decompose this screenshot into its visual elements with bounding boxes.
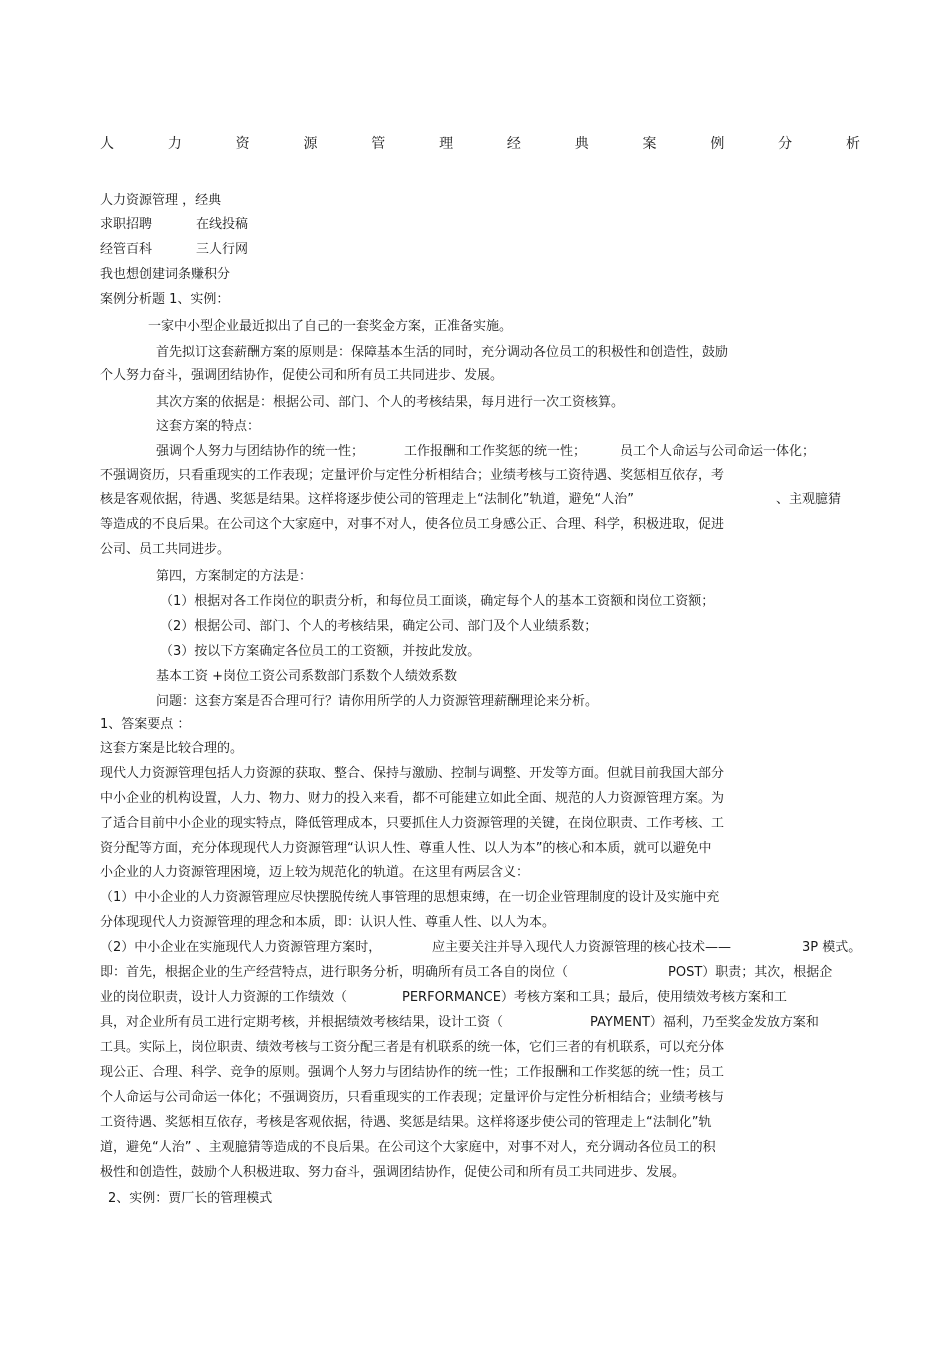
text-line: （2）中小企业在实施现代人力资源管理方案时，	[100, 940, 382, 955]
text-line: 中小企业的机构设置，人力、物力、财力的投入来看，都不可能建立如此全面、规范的人力资源管理方案。为	[100, 791, 725, 806]
text-line: 具，对企业所有员工进行定期考核，并根据绩效考核结果，设计工资（	[100, 1015, 504, 1030]
text-line: 第四，方案制定的方法是：	[156, 569, 313, 584]
title-char: 理	[439, 136, 454, 152]
title-char: 案	[642, 136, 657, 152]
text-line: 不强调资历，只看重现实的工作表现；定量评价与定性分析相结合；业绩考核与工资待遇、奖惩相互依存，考	[100, 468, 725, 483]
title-char: 力	[167, 136, 182, 152]
text-line: 强调个人努力与团结协作的统一性；	[156, 444, 365, 459]
text-line: 即：首先，根据企业的生产经营特点，进行职务分析，明确所有员工各自的岗位（	[100, 965, 569, 980]
text-line: 案例分析题 1、实例：	[100, 292, 230, 307]
title-char: 析	[845, 136, 860, 152]
text-line: 小企业的人力资源管理困境，迈上较为规范化的轨道。在这里有两层含义：	[100, 865, 530, 880]
text-line: （3）按以下方案确定各位员工的工资额，并按此发放。	[160, 644, 481, 659]
text-line: 问题：这套方案是否合理可行？请你用所学的人力资源管理薪酬理论来分析。	[156, 694, 599, 709]
title-char: 典	[574, 136, 589, 152]
text-line: 求职招聘	[100, 217, 153, 232]
text-line: 极性和创造性，鼓励个人积极进取、努力奋斗，强调团结协作，促使公司和所有员工共同进步、发展。	[100, 1165, 686, 1180]
text-line: 现代人力资源管理包括人力资源的获取、整合、保持与激励、控制与调整、开发等方面。但就目前我国大部分	[100, 766, 725, 781]
text-line: 等造成的不良后果。在公司这个大家庭中，对事不对人，使各位员工身感公正、合理、科学，积极进取，促进	[100, 517, 725, 532]
text-line: 首先拟订这套薪酬方案的原则是：保障基本生活的同时，充分调动各位员工的积极性和创造性，鼓励	[156, 345, 729, 360]
document-title	[100, 135, 860, 153]
text-line: 三人行网	[196, 242, 249, 257]
text-line: 、主观臆猜	[776, 492, 842, 507]
title-char: 源	[303, 136, 318, 152]
text-line: 1、答案要点 ：	[100, 717, 191, 732]
text-line: 核是客观依据，待遇、奖惩是结果。这样将逐步使公司的管理走上“法制化”轨道，避免“人治”	[100, 492, 634, 507]
text-line: 个人命运与公司命运一体化；不强调资历，只看重现实的工作表现；定量评价与定性分析相结合；业绩考核与	[100, 1090, 725, 1105]
text-line: 工资待遇、奖惩相互依存，考核是客观依据，待遇、奖惩是结果。这样将逐步使公司的管理走上“法制化”轨	[100, 1115, 712, 1130]
text-line: 员工个人命运与公司命运一体化；	[620, 444, 816, 459]
text-line: POST）职责；其次，根据企	[668, 965, 833, 980]
title-char: 人	[100, 136, 114, 152]
text-line: 分体现现代人力资源管理的理念和本质，即：认识人性、尊重人性、以人为本。	[100, 915, 556, 930]
title-char: 资	[235, 136, 250, 152]
text-line: （2）根据公司、部门、个人的考核结果，确定公司、部门及个人业绩系数；	[160, 619, 598, 634]
text-line: 2、实例：贾厂长的管理模式	[108, 1191, 273, 1206]
text-line: 基本工资 +岗位工资公司系数部门系数个人绩效系数	[156, 669, 458, 684]
title-char: 例	[710, 136, 725, 152]
text-line: 公司、员工共同进步。	[100, 542, 231, 557]
text-line: 工作报酬和工作奖惩的统一性；	[404, 444, 587, 459]
text-line: 工具。实际上，岗位职责、绩效考核与工资分配三者是有机联系的统一体，它们三者的有机联系，可以充分体	[100, 1040, 725, 1055]
text-line: 这套方案是比较合理的。	[100, 741, 244, 756]
text-line: （1）根据对各工作岗位的职责分析，和每位员工面谈，确定每个人的基本工资额和岗位工资额；	[160, 594, 715, 609]
text-line: 应主要关注并导入现代人力资源管理的核心技术——	[432, 940, 732, 955]
text-line: 我也想创建词条赚积分	[100, 267, 231, 282]
text-line: （1）中小企业的人力资源管理应尽快摆脱传统人事管理的思想束缚，在一切企业管理制度的设计及实施中充	[100, 890, 720, 905]
text-line: 业的岗位职责，设计人力资源的工作绩效（	[100, 990, 348, 1005]
text-line: 道，避免“人治” 、主观臆猜等造成的不良后果。在公司这个大家庭中，对事不对人，充分调动各位员工的积	[100, 1140, 716, 1155]
text-line: 个人努力奋斗，强调团结协作，促使公司和所有员工共同进步、发展。	[100, 368, 504, 383]
text-line: 其次方案的依据是：根据公司、部门、个人的考核结果，每月进行一次工资核算。	[156, 395, 625, 410]
title-char: 经	[506, 136, 521, 152]
text-line: 一家中小型企业最近拟出了自己的一套奖金方案，正准备实施。	[148, 319, 513, 334]
text-line: 经管百科	[100, 242, 153, 257]
text-line: 人力资源管理 ，经典	[100, 193, 222, 208]
title-char: 分	[778, 136, 793, 152]
text-line: PAYMENT）福利，乃至奖金发放方案和	[590, 1015, 819, 1030]
text-line: 了适合目前中小企业的现实特点，降低管理成本，只要抓住人力资源管理的关键，在岗位职责、工作考核、工	[100, 816, 725, 831]
text-line: PERFORMANCE）考核方案和工具；最后，使用绩效考核方案和工	[402, 990, 787, 1005]
text-line: 在线投稿	[196, 217, 249, 232]
text-line: 资分配等方面，充分体现现代人力资源管理“认识人性、尊重人性、以人为本”的核心和本质，就可以避免中	[100, 841, 712, 856]
text-line: 这套方案的特点：	[156, 419, 261, 434]
title-char: 管	[371, 136, 386, 152]
text-line: 现公正、合理、科学、竞争的原则。强调个人努力与团结协作的统一性；工作报酬和工作奖惩的统一性；员工	[100, 1065, 725, 1080]
text-line: 3P 模式。	[802, 940, 862, 955]
